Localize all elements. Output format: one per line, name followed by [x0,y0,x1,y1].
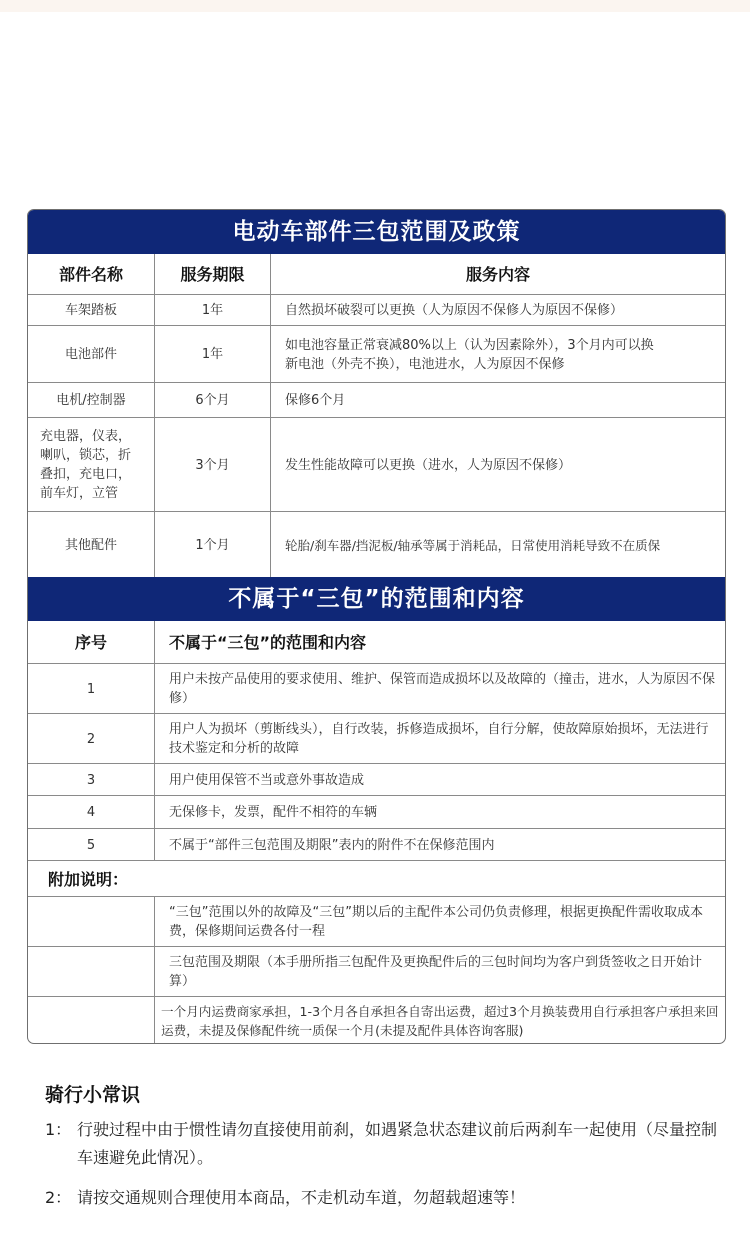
header-part: 部件名称 [58,264,123,284]
note-text: 三包范围及期限（本手册所指三包配件及更换配件后的三包时间均为客户到货签收之日开始计算） [154,947,725,997]
table-row [28,382,725,418]
table-row [28,663,725,714]
exclusion-content: 无保修卡，发票，配件不相符的车辆 [154,796,725,829]
warranty-title: 电动车部件三包范围及政策 [28,210,725,254]
row-number: 2 [86,731,96,747]
table-row [28,511,725,578]
service-content: 如电池容量正常衰减80%以上（认为因素除外），3个月内可以换新电池（外壳不换），电池进水，人为原因不保修 [270,326,725,383]
table-row [28,828,725,861]
notes-label: 附加说明： [48,869,129,889]
service-period: 6个月 [154,383,270,418]
riding-tips [45,1078,725,1212]
service-content: 轮胎/刹车器/挡泥板/轴承等属于消耗品，日常使用消耗导致不在质保 [270,512,725,578]
exclusion-content: 用户人为损坏（剪断线头），自行改装，拆修造成损坏，自行分解，使故障原始损坏，无法进行技术鉴定和分析的故障 [154,714,725,764]
part-name: 充电器，仪表，喇叭，锁芯，折叠扣，充电口，前车灯，立管 [40,429,132,501]
service-period: 1个月 [154,512,270,578]
table-row [28,763,725,796]
note-row [28,896,725,947]
exclusion-content: 用户使用保管不当或意外事故造成 [154,764,725,796]
service-period: 3个月 [154,418,270,512]
note-row [28,996,725,1044]
tip-item [45,1184,725,1212]
note-text: “三包”范围以外的故障及“三包”期以后的主配件本公司仍负责修理，根据更换配件需收取成本费，保修期间运费各付一程 [154,897,725,947]
service-period: 1年 [154,326,270,383]
part-name: 车架踏板 [64,303,117,318]
tip-item [45,1116,725,1172]
tip-number: 1： [45,1120,72,1139]
exclusion-content: 用户未按产品使用的要求使用、维护、保管而造成损坏以及故障的（撞击，进水，人为原因不保修） [154,664,725,714]
header-content: 服务内容 [270,254,725,294]
exclusion-content: 不属于“部件三包范围及期限”表内的附件不在保修范围内 [154,829,725,861]
header-period: 服务期限 [154,254,270,294]
note-blank-cell [28,997,154,1044]
table-row [28,417,725,512]
tip-number: 2： [45,1188,72,1207]
exclusions-title: 不属于“三包”的范围和内容 [28,577,725,621]
row-number: 5 [86,837,96,853]
service-content: 保修6个月 [270,383,725,418]
row-number: 1 [86,681,96,697]
service-content: 自然损坏破裂可以更换（人为原因不保修人为原因不保修） [270,295,725,326]
header-exclusion-content: 不属于“三包”的范围和内容 [154,621,725,663]
table-row [28,294,725,326]
note-text: 一个月内运费商家承担，1-3个月各自承担各自寄出运费，超过3个月换装费用自行承担客户承担来回运费，未提及保修配件统一质保一个月(未提及配件具体咨询客服) [154,997,725,1044]
row-number: 4 [86,805,96,820]
note-row [28,946,725,997]
table-row [28,713,725,764]
note-blank-cell [28,947,154,997]
part-name: 电池部件 [64,347,117,362]
top-band [0,0,750,12]
table-row [28,325,725,383]
tips-title: 骑行小常识 [45,1084,141,1106]
part-name: 其他配件 [64,537,117,553]
warranty-card [27,209,726,1044]
notes-label-row [28,860,725,897]
note-blank-cell [28,897,154,947]
row-number: 3 [86,772,96,788]
table-row [28,795,725,829]
part-name: 电机/控制器 [56,393,126,408]
service-content: 发生性能故障可以更换（进水，人为原因不保修） [270,418,725,512]
exclusions-header-row [28,621,725,663]
tip-text: 行驶过程中由于惯性请勿直接使用前刹，如遇紧急状态建议前后两刹车一起使用（尽量控制车速避免此情况）。 [77,1120,718,1167]
header-no: 序号 [74,632,107,652]
tip-text: 请按交通规则合理使用本商品，不走机动车道，勿超载超速等！ [77,1188,526,1207]
warranty-header-row [28,254,725,294]
service-period: 1年 [154,295,270,326]
